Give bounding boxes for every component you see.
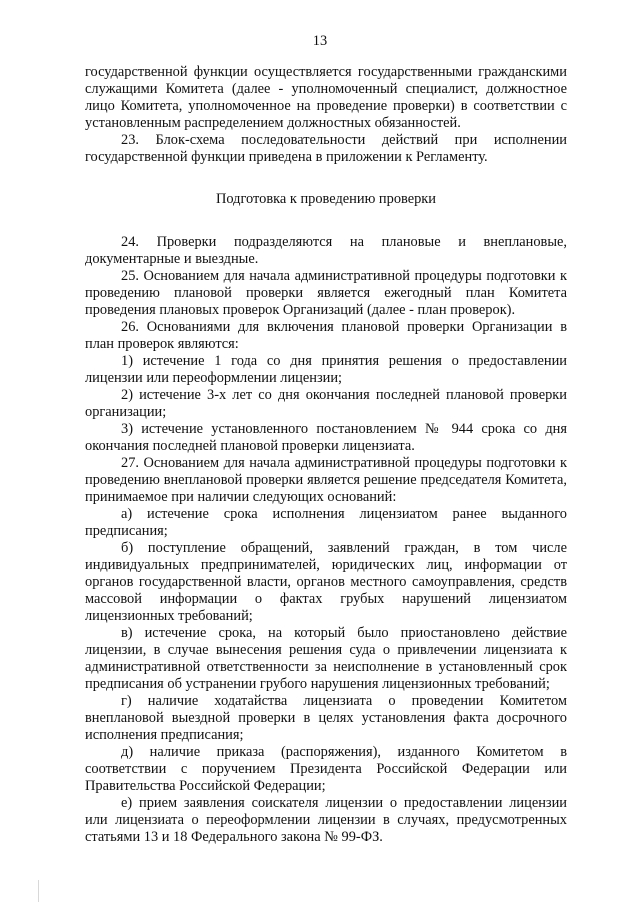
paragraph-26-item-1: 1) истечение 1 года со дня принятия решения о предоставлении лицензии или переоформлении лицензии;	[85, 353, 567, 386]
paragraph-27-item-g: г) наличие ходатайства лицензиата о проведении Комитетом внеплановой выездной проверки в целях установления факта досрочного исполнения предписания;	[85, 693, 567, 743]
paragraph-23: 23. Блок-схема последовательности действий при исполнении государственной функции приведена в приложении к Регламенту.	[85, 132, 567, 165]
section-title: Подготовка к проведению проверки	[215, 191, 437, 207]
paragraph-27: 27. Основанием для начала административной процедуры подготовки к проведению внеплановой проверки является решение председателя Комитета, принимаемое при наличии следующих оснований:	[85, 455, 567, 505]
paragraph-25: 25. Основанием для начала административной процедуры подготовки к проведению плановой проверки является ежегодный план Комитета проведения плановых проверок Организаций (далее - план проверок).	[85, 268, 567, 318]
paragraph-27-item-b: б) поступление обращений, заявлений граждан, в том числе индивидуальных предпринимателей, юридических лиц, информации от органов государственной власти, органов местного самоуправления, средств массовой информации о фактах грубых нарушений лицензиатом лицензионных требований;	[85, 540, 567, 624]
paragraph-26-item-3: 3) истечение установленного постановлением № 944 срока со дня окончания последней плановой проверки лицензиата.	[85, 421, 567, 454]
paragraph-27-item-v: в) истечение срока, на который было приостановлено действие лицензии, в случае вынесения решения суда о привлечении лицензиата к административной ответственности за неисполнение в установленный срок предписания об устранении грубого нарушения лицензионных требований;	[85, 625, 567, 692]
paragraph-27-item-a: а) истечение срока исполнения лицензиатом ранее выданного предписания;	[85, 506, 567, 539]
document-body	[85, 64, 567, 846]
paragraph-26: 26. Основаниями для включения плановой проверки Организации в план проверок являются:	[85, 319, 567, 352]
paragraph-continuation: государственной функции осуществляется государственными гражданскими служащими Комитета (далее - уполномоченный специалист, должностное лицо Комитета, уполномоченное на проведение проверки) в соответствии с установленным распределением должностных обязанностей.	[85, 64, 567, 131]
paragraph-27-item-d: д) наличие приказа (распоряжения), изданного Комитетом в соответствии с поручением Президента Российской Федерации или Правительства Российской Федерации;	[85, 744, 567, 794]
page-number: 13	[312, 33, 328, 49]
paragraph-26-item-2: 2) истечение 3-х лет со дня окончания последней плановой проверки организации;	[85, 387, 567, 420]
paragraph-24: 24. Проверки подразделяются на плановые и внеплановые, документарные и выездные.	[85, 234, 567, 267]
scan-edge-mark	[38, 880, 39, 902]
paragraph-27-item-e: е) прием заявления соискателя лицензии о предоставлении лицензии или лицензиата о переоформлении лицензии в случаях, предусмотренных статьями 13 и 18 Федерального закона № 99-ФЗ.	[85, 795, 567, 845]
